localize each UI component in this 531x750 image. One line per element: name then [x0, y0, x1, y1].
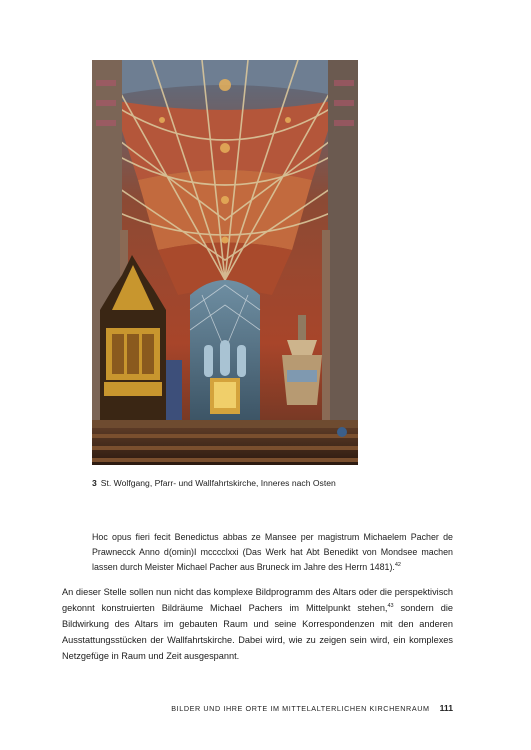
figure-caption-text: St. Wolfgang, Pfarr- und Wallfahrtskirche, Inneres nach Osten	[100, 478, 336, 488]
footnote-ref-43[interactable]: 43	[387, 602, 394, 609]
running-head: BILDER UND IHRE ORTE IM MITTELALTERLICHEN KIRCHENRAUM	[171, 704, 430, 713]
figure-caption	[92, 477, 472, 489]
page-number: 111	[439, 703, 453, 713]
paragraph-part-1: An dieser Stelle sollen nun nicht das komplexe Bildprogramm des Altars oder die perspektivisch gekonnt konstruierten Bildräume Michael Pachers im Mittelpunkt stehen,	[62, 587, 453, 613]
page-footer	[171, 703, 453, 713]
paragraph-part-2: sondern die Bildwirkung des Altars im gebauten Raum und seine Korrespondenzen mit den anderen Ausstattungsstücken der Wallfahrtskirche. Dabei wird, wie zu zeigen sein wird, ein komplexes Netzgefüge in Raum und Zeit ausgespannt.	[62, 603, 454, 661]
latin-inscription-quote	[92, 530, 453, 575]
figure-number: 3	[92, 478, 97, 488]
church-interior-photo	[92, 60, 358, 465]
footnote-ref-42[interactable]: 42	[394, 562, 401, 569]
quote-text: Hoc opus fieri fecit Benedictus abbas ze Mansee per magistrum Michaelem Pacher de Prawnecck Anno d(omin)I mcccclxxi (Das Werk hat Abt Benedikt von Mondsee machen lassen durch Meister Michael Pacher aus Bruneck im Jahre des Herrn 1481).	[92, 532, 453, 572]
body-paragraph	[62, 584, 453, 664]
